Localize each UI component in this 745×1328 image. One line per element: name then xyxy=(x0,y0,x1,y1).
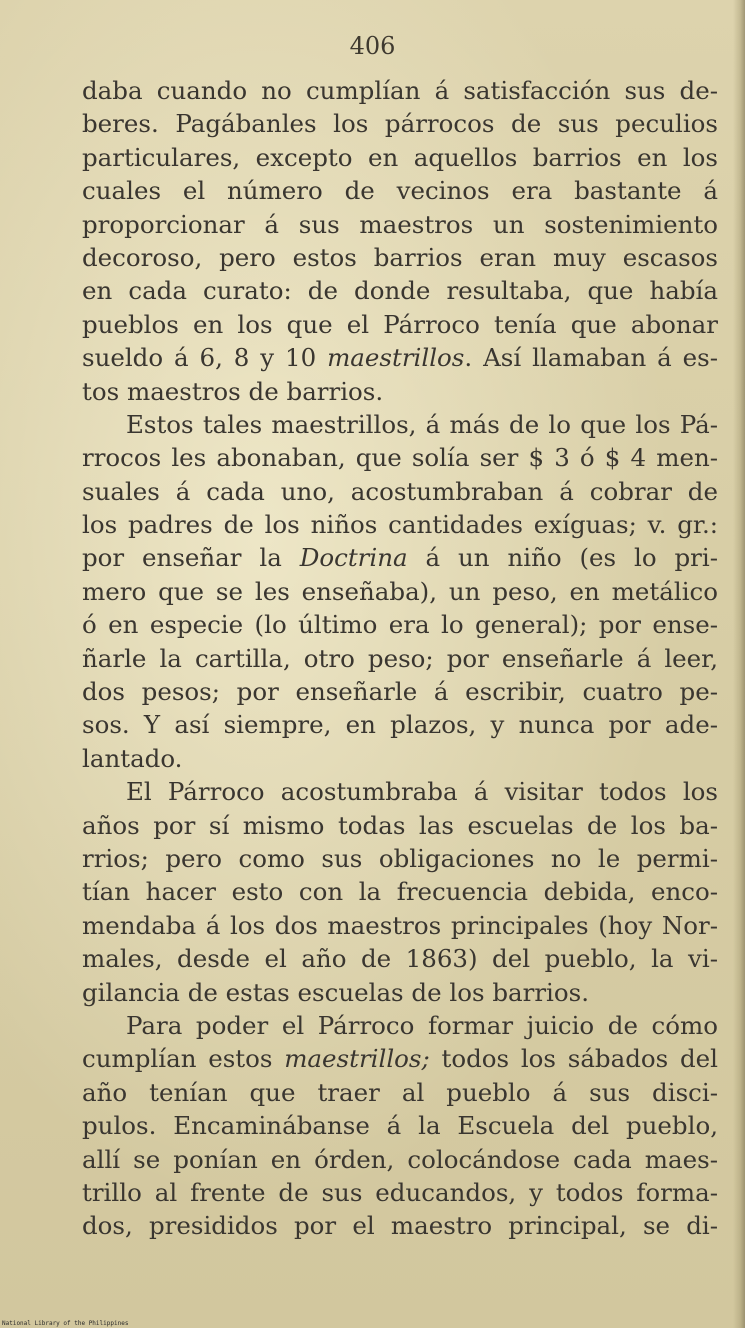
text-run: á un niño (es lo pri- xyxy=(407,543,719,573)
text-line: ñarle la cartilla, otro peso; por enseñarle á leer, xyxy=(82,643,718,673)
text-line: mendaba á los dos maestros principales (hoy Nor- xyxy=(82,910,718,940)
paragraph-first-line: Para poder el Párroco formar juicio de cómo xyxy=(126,1010,718,1040)
text-line: dos, presididos por el maestro principal, se di- xyxy=(82,1211,718,1241)
text-line: particulares, excepto en aquellos barrios en los xyxy=(82,142,718,172)
page-number: 406 xyxy=(349,32,396,60)
text-line: tían hacer esto con la frecuencia debida, enco- xyxy=(82,877,718,907)
text-line: pulos. Encaminábanse á la Escuela del pueblo, xyxy=(82,1111,718,1141)
text-line: gilancia de estas escuelas de los barrios. xyxy=(82,977,589,1007)
text-line: suales á cada uno, acostumbraban á cobrar de xyxy=(82,476,718,506)
text-line: rrocos les abonaban, que solía ser $ 3 ó $ 4 men- xyxy=(82,443,718,473)
text-line: proporcionar á sus maestros un sostenimiento xyxy=(82,209,718,239)
text-line: años por sí mismo todas las escuelas de los ba- xyxy=(82,810,718,840)
text-line xyxy=(82,541,718,574)
text-run: cumplían estos xyxy=(82,1044,285,1074)
text-line: dos pesos; por enseñarle á escribir, cuatro pe- xyxy=(82,677,718,707)
text-line: rrios; pero como sus obligaciones no le permi- xyxy=(82,843,718,873)
text-run: sueldo á 6, 8 y 10 xyxy=(82,343,328,373)
library-credit: National Library of the Philippines xyxy=(2,1320,129,1327)
text-line: trillo al frente de sus educandos, y todos forma- xyxy=(82,1177,718,1207)
italic-term: maestrillos; xyxy=(284,1044,430,1074)
text-line: ó en especie (lo último era lo general); por ense- xyxy=(82,610,718,640)
text-line: mero que se les enseñaba), un peso, en metálico xyxy=(82,576,718,606)
text-line xyxy=(82,341,718,374)
text-line: tos maestros de barrios. xyxy=(82,376,384,406)
text-line: males, desde el año de 1863) del pueblo, la vi- xyxy=(82,944,718,974)
italic-term: maestrillos xyxy=(327,343,465,373)
text-run: por enseñar la xyxy=(82,543,300,573)
paragraph-first-line: El Párroco acostumbraba á visitar todos los xyxy=(126,777,718,807)
text-line: lantado. xyxy=(82,743,183,773)
text-line: sos. Y así siempre, en plazos, y nunca por ade- xyxy=(82,710,718,740)
body-text xyxy=(82,74,718,1243)
italic-term: Doctrina xyxy=(299,543,408,573)
text-run: . Así llamaban á es- xyxy=(464,343,718,373)
text-line: los padres de los niños cantidades exíguas; v. gr.: xyxy=(82,510,718,540)
text-line xyxy=(82,1042,718,1075)
text-line: año tenían que traer al pueblo á sus disci- xyxy=(82,1077,718,1107)
text-line: en cada curato: de donde resultaba, que había xyxy=(82,276,718,306)
paragraph-first-line: Estos tales maestrillos, á más de lo que los Pá- xyxy=(126,409,718,439)
text-line: daba cuando no cumplían á satisfacción sus de- xyxy=(82,76,718,105)
text-run: todos los sábados del xyxy=(429,1044,718,1074)
page-edge-shadow xyxy=(733,0,745,1328)
text-line: cuales el número de vecinos era bastante á xyxy=(82,176,718,206)
text-line: pueblos en los que el Párroco tenía que abonar xyxy=(82,309,718,339)
text-line: beres. Pagábanles los párrocos de sus peculios xyxy=(82,109,718,139)
text-line: decoroso, pero estos barrios eran muy escasos xyxy=(82,242,718,272)
text-line: allí se ponían en órden, colocándose cada maes- xyxy=(82,1144,718,1174)
